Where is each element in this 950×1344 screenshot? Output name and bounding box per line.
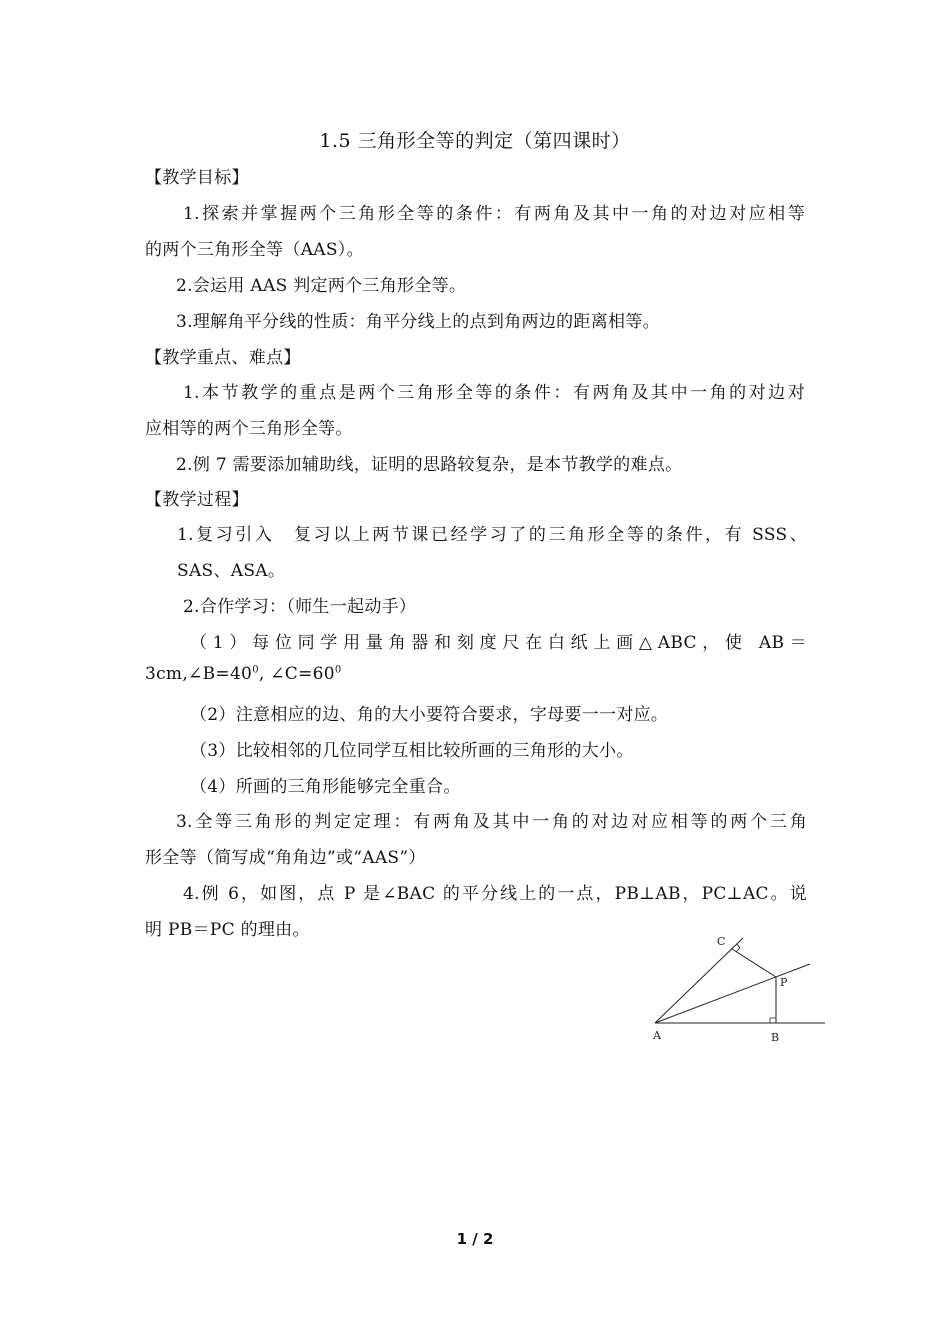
goal-1-line-2: 的两个三角形全等（AAS）。 (145, 240, 364, 260)
step-1-line-2-part-b: , ∠C=60 (258, 664, 335, 684)
process-4-line-1: 4.例 6，如图，点 P 是∠BAC 的平分线上的一点，PB⊥AB，PC⊥AC。说 (183, 884, 807, 904)
keypoints-heading: 【教学重点、难点】 (145, 348, 301, 368)
label-a: A (653, 1029, 661, 1042)
process-1-line-2: SAS、ASA。 (177, 561, 286, 581)
right-angle-mark-c (736, 944, 740, 952)
goal-3: 3.理解角平分线的性质：角平分线上的点到角两边的距离相等。 (176, 312, 660, 332)
right-angle-mark-b (770, 1018, 776, 1023)
label-b: B (771, 1031, 780, 1044)
bisector-line (655, 964, 810, 1023)
degree-superscript-1: 0 (252, 664, 259, 676)
ray-ac (655, 938, 743, 1023)
goal-2: 2.会运用 AAS 判定两个三角形全等。 (176, 276, 467, 296)
lesson-title: 1.5 三角形全等的判定（第四课时） (319, 130, 631, 152)
process-1-line-1: 1.复习引入 复习以上两节课已经学习了的三角形全等的条件，有 SSS、 (177, 525, 807, 545)
step-3: （3）比较相邻的几位同学互相比较所画的三角形的大小。 (190, 741, 634, 761)
process-3-line-2: 形全等（简写成“角角边”或“AAS”） (145, 848, 426, 868)
key-1-line-2: 应相等的两个三角形全等。 (145, 419, 353, 439)
process-2: 2.合作学习：（师生一起动手） (183, 597, 417, 617)
goals-heading: 【教学目标】 (145, 168, 249, 188)
step-1-line-1: （1）每位同学用量角器和刻度尺在白纸上画△ABC，使 AB＝ (190, 633, 807, 653)
step-4: （4）所画的三角形能够完全重合。 (190, 777, 461, 797)
step-1-line-2 (145, 664, 342, 684)
label-p: P (780, 976, 788, 989)
label-c: C (717, 935, 726, 948)
segment-pc (732, 949, 776, 977)
process-4-line-2: 明 PB＝PC 的理由。 (145, 920, 310, 940)
key-1-line-1: 1.本节教学的重点是两个三角形全等的条件：有两角及其中一角的对边对 (183, 383, 805, 403)
key-2: 2.例 7 需要添加辅助线，证明的思路较复杂，是本节教学的难点。 (176, 455, 683, 475)
angle-bisector-figure (645, 928, 835, 1048)
step-2: （2）注意相应的边、角的大小要符合要求，字母要一一对应。 (190, 705, 669, 725)
degree-superscript-2: 0 (334, 664, 342, 676)
process-3-line-1: 3.全等三角形的判定定理：有两角及其中一角的对边对应相等的两个三角 (176, 812, 807, 832)
process-heading: 【教学过程】 (145, 490, 249, 510)
step-1-line-2-part-a: 3cm,∠B=40 (145, 664, 253, 684)
page-number: 1 / 2 (456, 1230, 494, 1248)
goal-1-line-1: 1.探索并掌握两个三角形全等的条件：有两角及其中一角的对边对应相等 (183, 204, 805, 224)
